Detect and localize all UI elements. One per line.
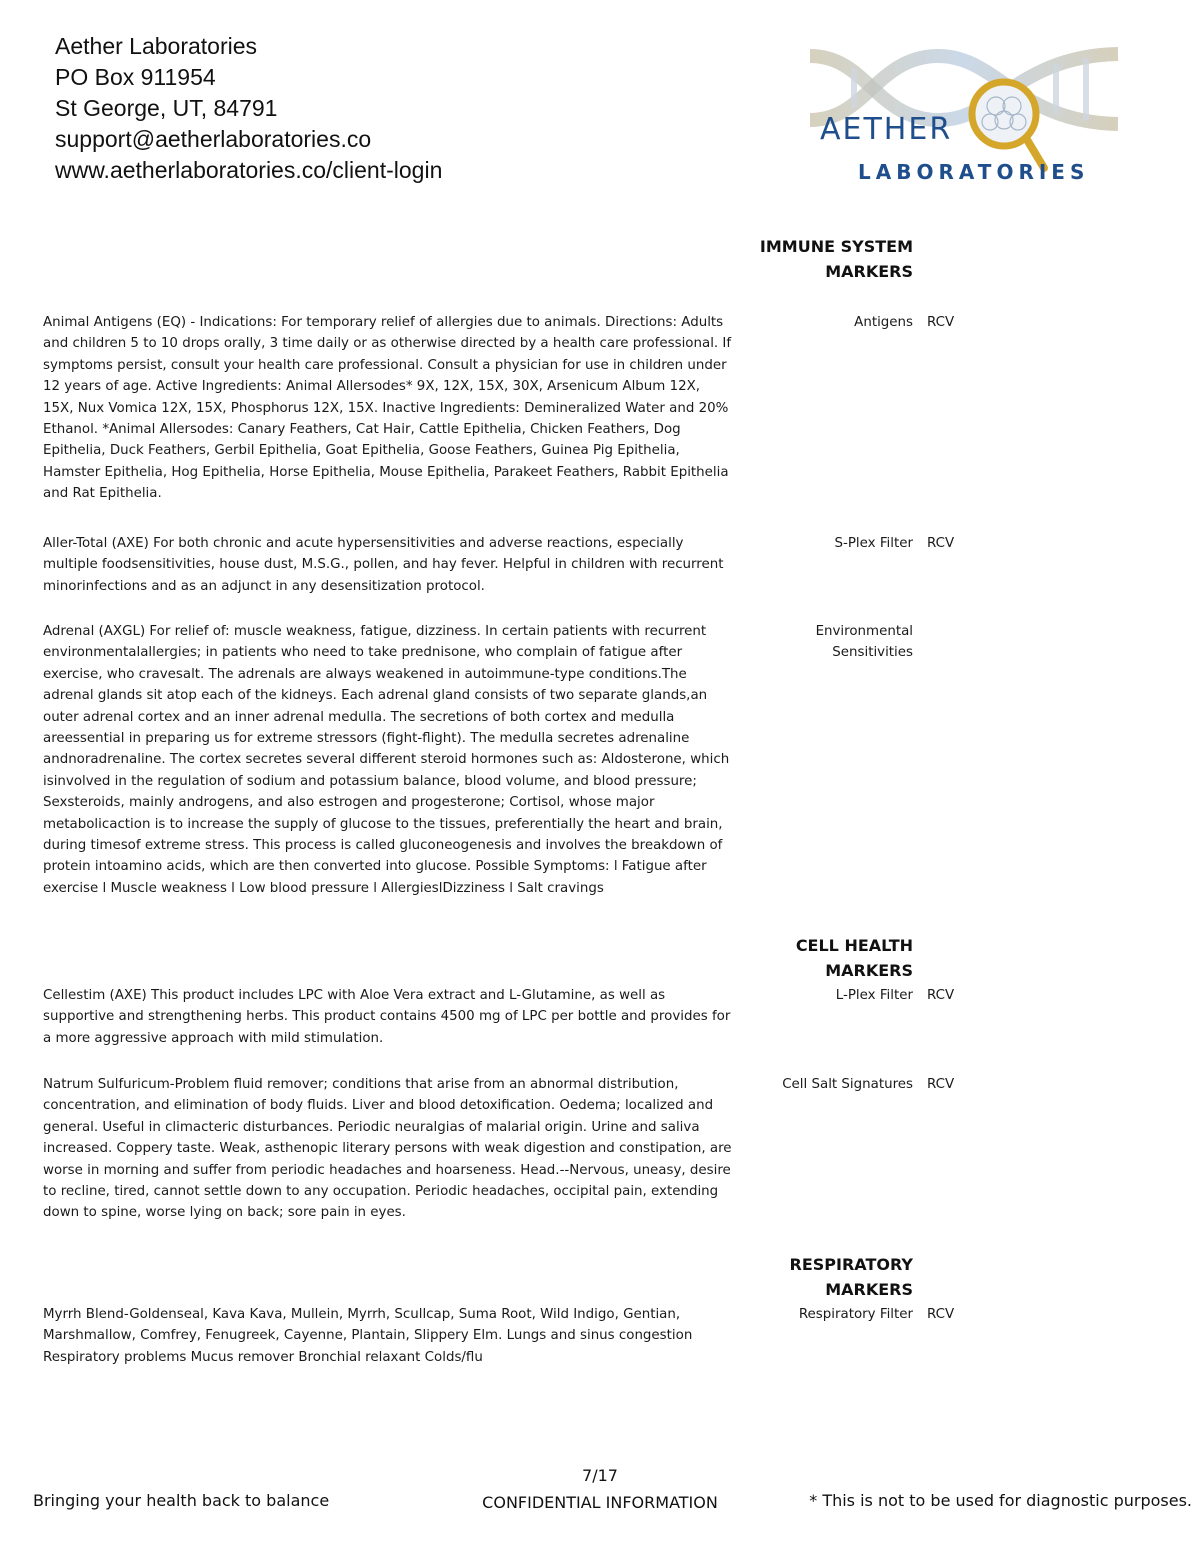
client-login-url[interactable]: www.aetherlaboratories.co/client-login [55, 157, 443, 183]
section-title: IMMUNE SYSTEM MARKERS [759, 237, 913, 281]
confidential-notice: CONFIDENTIAL INFORMATION [482, 1493, 718, 1512]
city-state-zip: St George, UT, 84791 [55, 95, 278, 121]
po-box: PO Box 911954 [55, 64, 216, 90]
entry-status: RCV [927, 1307, 955, 1322]
address-block [55, 31, 442, 186]
section-title: RESPIRATORY MARKERS [789, 1255, 913, 1299]
entry-description: Myrrh Blend-Goldenseal, Kava Kava, Mullein, Myrrh, Scullcap, Suma Root, Wild Indigo, Gentian, Marshmallow, Comfrey, Fenugreek, Cayenne, Plantain, Slippery Elm. Lungs and sinus congestion Respiratory problems Mucus remover Bronchial relaxant Colds/flu [43, 1307, 693, 1365]
entry-status: RCV [927, 988, 955, 1003]
aether-logo [806, 28, 1121, 188]
entry-tag: Antigens [854, 315, 913, 330]
section-heading-respiratory [790, 1252, 913, 1302]
logo-text-laboratories: LABORATORIES [858, 160, 1090, 184]
diagnostic-disclaimer: * This is not to be used for diagnostic purposes. [809, 1491, 1192, 1510]
entry-tag: Cell Salt Signatures [782, 1077, 913, 1092]
logo-text-aether: AETHER [820, 112, 953, 147]
section-heading-immune [760, 234, 913, 284]
page-number: 7/17 [582, 1466, 618, 1485]
entry-description: Adrenal (AXGL) For relief of: muscle weakness, fatigue, dizziness. In certain patients with recurrent environmentalallergies; in patients who need to take prednisone, who complain of fatigue after exercise, who cravesalt. The adrenals are always weakened in autoimmune-type conditions.The adrenal glands sit atop each of the kidneys. Each adrenal gland consists of two separate glands,an outer adrenal cortex and an inner adrenal medulla. The secretions of both cortex and medulla areessential in preparing us for extreme stressors (fight-flight). The medulla secretes adrenaline andnoradrenaline. The cortex secretes several different steroid hormones such as: Aldosterone, which isinvolved in the regulation of sodium and potassium balance, blood volume, and blood pressure; Sexsteroids, mainly androgens, and also estrogen and progesterone; Cortisol, whose major metabolicaction is to increase the supply of glucose to the tissues, preferentially the heart and brain, during timesof extreme stress. This process is called gluconeogenesis and involves the breakdown of protein intoamino acids, which are then converted into glucose. Possible Symptoms: l Fatigue after exercise l Muscle weakness l Low blood pressure l AllergieslDizziness l Salt cravings [43, 624, 730, 896]
entry-description: Natrum Sulfuricum-Problem fluid remover; conditions that arise from an abnormal distribution, concentration, and elimination of body fluids. Liver and blood detoxification. Oedema; localized and general. Useful in climacteric disturbances. Periodic neuralgias of malarial origin. Urine and saliva increased. Coppery taste. Weak, asthenopic literary persons with weak digestion and constipation, are worse in morning and suffer from periodic headaches and hoarseness. Head.--Nervous, uneasy, desire to recline, tired, cannot settle down to any occupation. Periodic headaches, occipital pain, extending down to spine, worse lying on back; sore pain in eyes. [43, 1077, 732, 1221]
section-heading-cell-health [796, 933, 913, 983]
entry-description: Cellestim (AXE) This product includes LPC with Aloe Vera extract and L-Glutamine, as well as supportive and strengthening herbs. This product contains 4500 mg of LPC per bottle and provides for a more aggressive approach with mild stimulation. [43, 988, 731, 1046]
entry-status: RCV [927, 315, 955, 330]
section-title: CELL HEALTH MARKERS [795, 936, 913, 980]
entry-status: RCV [927, 536, 955, 551]
entry-tag: Respiratory Filter [798, 1307, 913, 1322]
entry-tag: S-Plex Filter [834, 536, 913, 551]
entry-tag: L-Plex Filter [835, 988, 913, 1003]
entry-tag: Environmental Sensitivities [815, 624, 913, 661]
entry-description: Animal Antigens (EQ) - Indications: For temporary relief of allergies due to animals. Directions: Adults and children 5 to 10 drops orally, 3 time daily or as otherwise directed by a health care professional. If symptoms persist, consult your health care professional. Consult a physician for use in children under 12 years of age. Active Ingredients: Animal Allersodes* 9X, 12X, 15X, 30X, Arsenicum Album 12X, 15X, Nux Vomica 12X, 15X, Phosphorus 12X, 15X. Inactive Ingredients: Demineralized Water and 20% Ethanol. *Animal Allersodes: Canary Feathers, Cat Hair, Cattle Epithelia, Chicken Feathers, Dog Epithelia, Duck Feathers, Gerbil Epithelia, Goat Epithelia, Goose Feathers, Guinea Pig Epithelia, Hamster Epithelia, Hog Epithelia, Horse Epithelia, Mouse Epithelia, Parakeet Feathers, Rabbit Epithelia and Rat Epithelia. [43, 315, 732, 502]
entry-description: Aller-Total (AXE) For both chronic and acute hypersensitivities and adverse reactions, especially multiple foodsensitivities, house dust, M.S.G., pollen, and hay fever. Helpful in children with recurrent minorinfections and as an adjunct in any desensitization protocol. [43, 536, 724, 594]
support-email[interactable]: support@aetherlaboratories.co [55, 126, 372, 152]
company-name: Aether Laboratories [55, 33, 258, 59]
footer-tagline: Bringing your health back to balance [33, 1491, 330, 1510]
entry-status: RCV [927, 1077, 955, 1092]
